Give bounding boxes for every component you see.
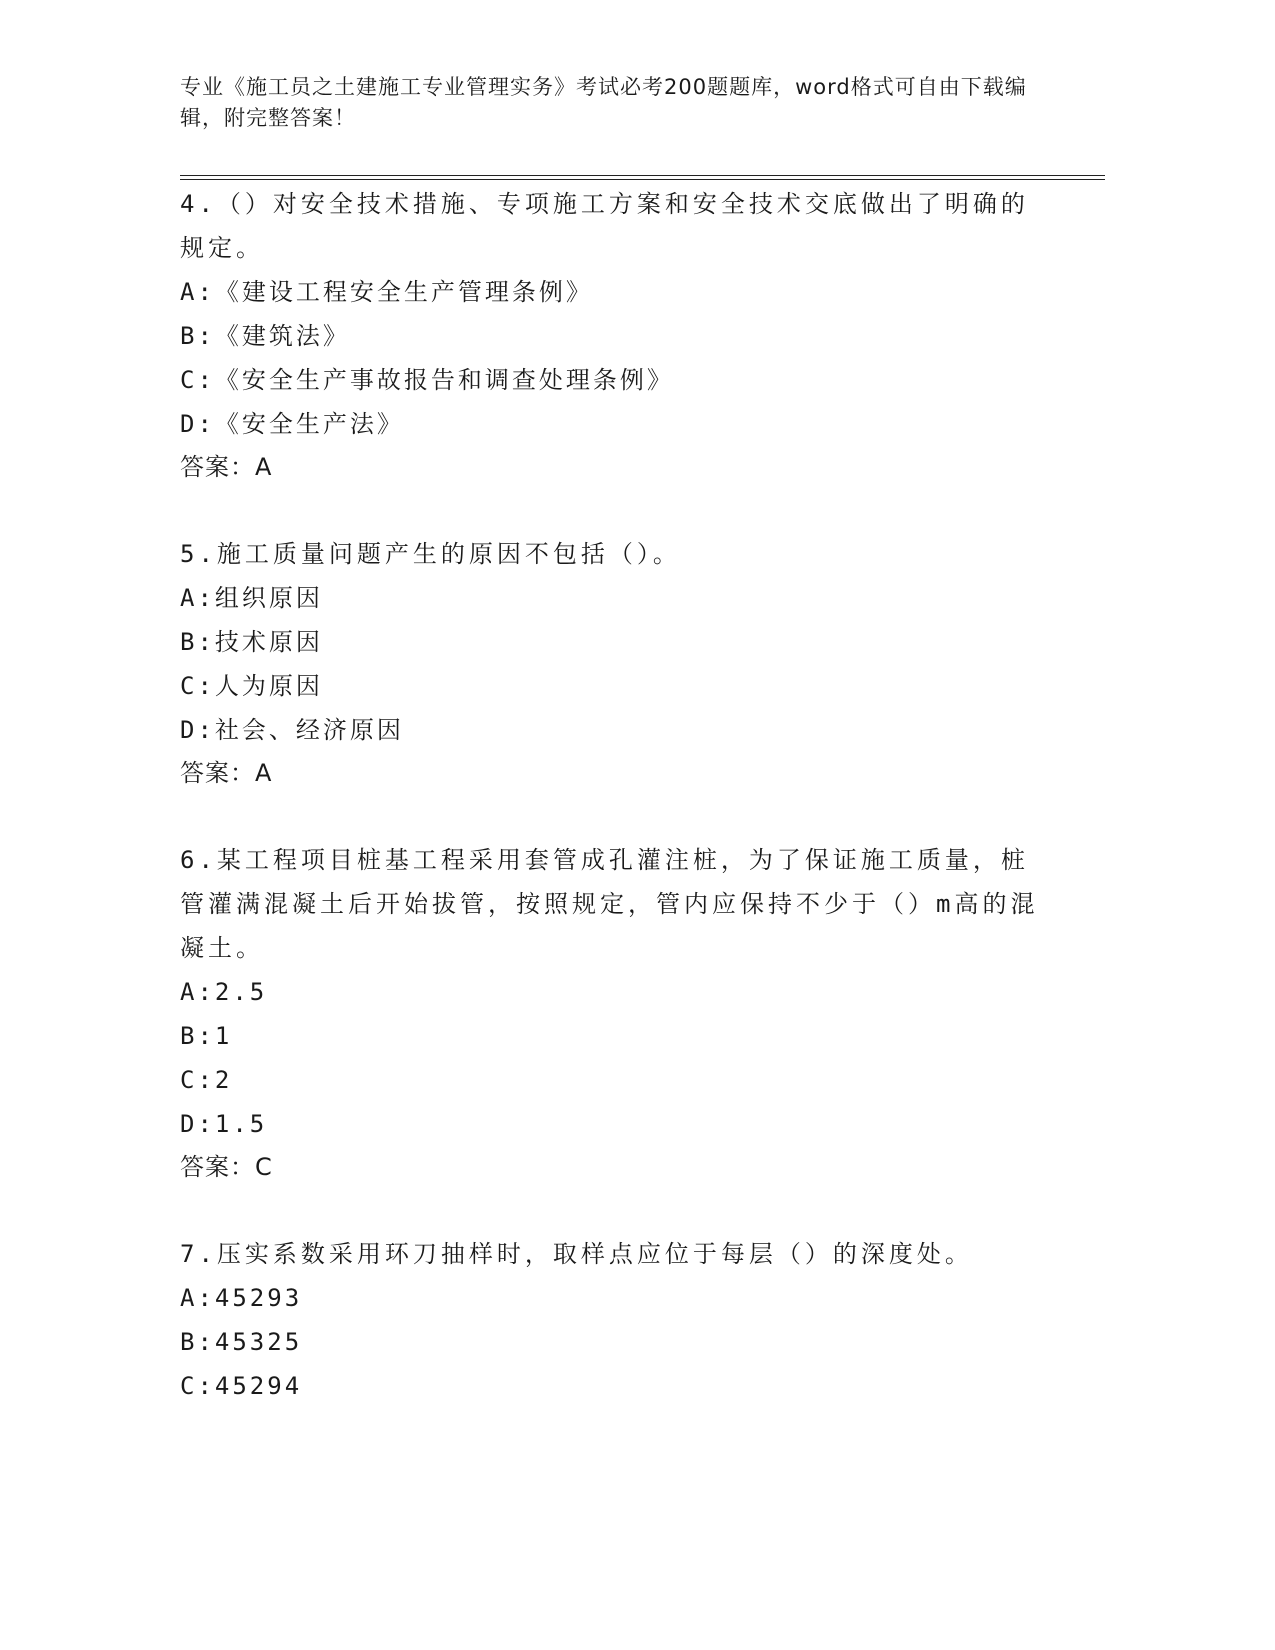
option-b: B:技术原因 <box>180 628 323 656</box>
option-a: A:45293 <box>180 1284 303 1312</box>
option-b: B:45325 <box>180 1328 303 1356</box>
option-c: C:2 <box>180 1066 233 1094</box>
option-d: D:《安全生产法》 <box>180 410 404 438</box>
spacer <box>180 489 1050 532</box>
question-7 <box>180 1232 1050 1408</box>
document-header: 专业《施工员之土建施工专业管理实务》考试必考200题题库，word格式可自由下载编辑，附完整答案！ <box>180 75 1027 130</box>
question-stem: 7.压实系数采用环刀抽样时，取样点应位于每层（）的深度处。 <box>180 1240 973 1268</box>
question-5 <box>180 532 1050 795</box>
answer: 答案：A <box>180 759 273 787</box>
option-a: A:2.5 <box>180 978 268 1006</box>
option-c: C:人为原因 <box>180 672 323 700</box>
option-a: A:组织原因 <box>180 584 323 612</box>
option-b: B:1 <box>180 1022 233 1050</box>
question-stem: 5.施工质量问题产生的原因不包括（）。 <box>180 540 681 568</box>
header-divider-top <box>180 175 1105 176</box>
option-c: C:45294 <box>180 1372 303 1400</box>
spacer <box>180 1189 1050 1232</box>
option-c: C:《安全生产事故报告和调查处理条例》 <box>180 366 674 394</box>
option-a: A:《建设工程安全生产管理条例》 <box>180 278 593 306</box>
spacer <box>180 795 1050 838</box>
question-list <box>180 180 1050 1408</box>
question-4 <box>180 180 1050 489</box>
answer: 答案：A <box>180 453 273 481</box>
question-stem: 4.（）对安全技术措施、专项施工方案和安全技术交底做出了明确的规定。 <box>180 190 1029 262</box>
question-6 <box>180 838 1050 1189</box>
option-b: B:《建筑法》 <box>180 322 350 350</box>
question-stem: 6.某工程项目桩基工程采用套管成孔灌注桩，为了保证施工质量，桩管灌满混凝土后开始拔管，按照规定，管内应保持不少于（）m高的混凝土。 <box>180 846 1039 962</box>
option-d: D:1.5 <box>180 1110 268 1138</box>
answer: 答案：C <box>180 1153 273 1181</box>
option-d: D:社会、经济原因 <box>180 716 404 744</box>
